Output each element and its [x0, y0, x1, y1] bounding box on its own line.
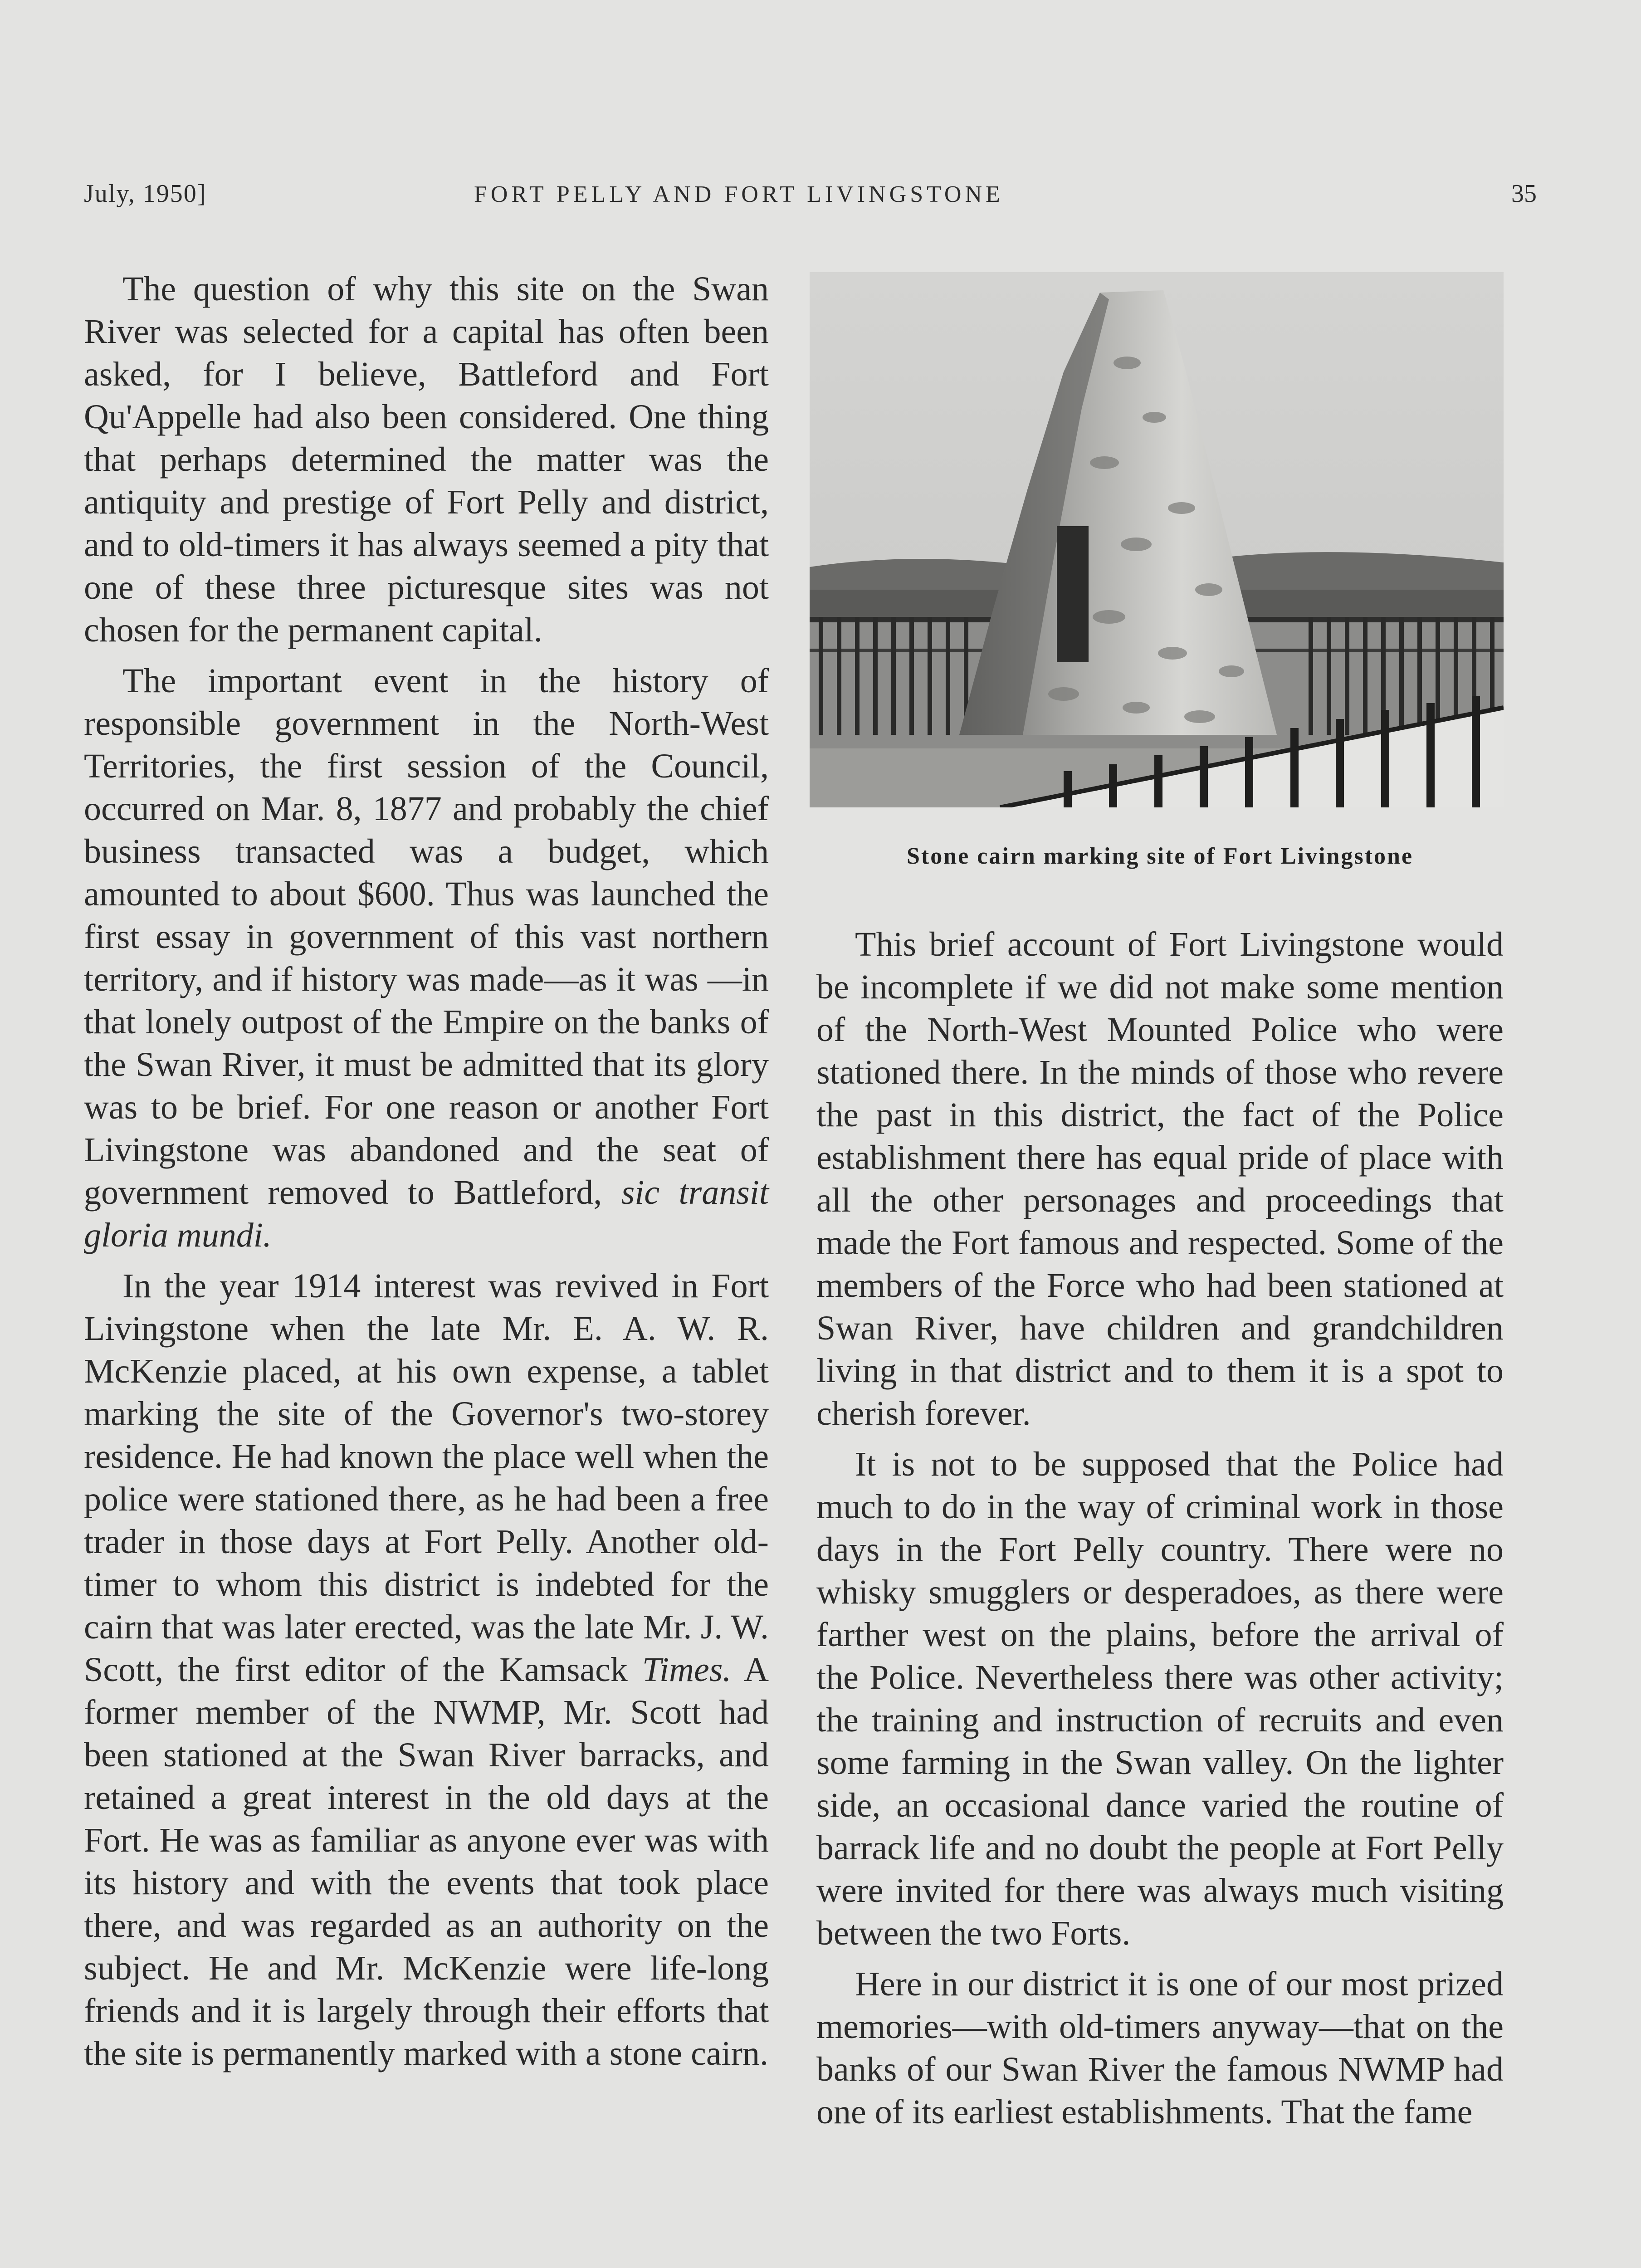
- right-column: [816, 923, 1504, 2133]
- running-header: [84, 179, 1537, 215]
- paragraph: This brief account of Fort Livingstone would be incomplete if we did not make some mention of the North-West Mounted Police who were stationed there. In the minds of those who revere the past in this district, the fact of the Police establishment there has equal pride of place with all the other personages and proceedings that made the Fort famous and respected. Some of the members of the Force who had been stationed at Swan River, have children and grandchildren living in that district and to them it is a spot to cherish forever.: [816, 925, 1504, 1432]
- cairn-image: [810, 272, 1504, 807]
- paragraph: Here in our district it is one of our most prized memories—with old-timers anyway—that on the banks of our Swan River the famous NWMP had one of its earliest establishments. That the fame: [816, 1965, 1504, 2131]
- header-date: July, 1950]: [84, 180, 207, 208]
- paragraph: [84, 660, 769, 1256]
- left-column: [84, 268, 769, 2075]
- figure-caption: Stone cairn marking site of Fort Livingstone: [906, 843, 1414, 869]
- header-title: FORT PELLY AND FORT LIVINGSTONE: [474, 181, 1004, 207]
- newspaper-name: Times.: [642, 1651, 732, 1689]
- cairn-photo: [810, 272, 1504, 807]
- latin-phrase: sic transit gloria mundi.: [84, 1173, 769, 1254]
- page-number: 35: [1511, 180, 1537, 208]
- paragraph: [84, 1265, 769, 2075]
- paragraph-text: The important event in the history of responsible government in the North-West Territories, the first session of the Council, occurred on Mar. 8, 1877 and probably the chief business transacted was a budget, which amounted to about $600. Thus was launched the first essay in government of this vast northern territory, and if history was made—as it was —in that lonely outpost of the Empire on the banks of the Swan River, it must be admitted that its glory was to be brief. For one reason or another Fort Livingstone was abandoned and the seat of government removed to Battleford,: [84, 662, 769, 1212]
- cairn-photo-figure: [810, 272, 1504, 807]
- paragraph: The question of why this site on the Swan River was selected for a capital has often been asked, for I believe, Battleford and Fort Qu'Appelle had also been considered. One thing that perhaps determined the matter was the antiquity and prestige of Fort Pelly and district, and to old-timers it has always seemed a pity that one of these three picturesque sites was not chosen for the permanent capital.: [84, 270, 769, 649]
- paragraph-text: A former member of the NWMP, Mr. Scott had been stationed at the Swan River barracks, and retained a great interest in the old days at the Fort. He was as familiar as anyone ever was with its history and with the events that took place there, and was regarded as an authority on the subject. He and Mr. McKenzie were life-long friends and it is largely through their efforts that the site is permanently marked with a stone cairn.: [84, 1651, 769, 2072]
- paragraph-text: In the year 1914 interest was revived in Fort Livingstone when the late Mr. E. A. W. R. McKenzie placed, at his own expense, a tablet marking the site of the Governor's two-storey residence. He had known the place well when the police were stationed there, as he had been a free trader in those days at Fort Pelly. Another old-timer to whom this district is indebted for the cairn that was later erected, was the late Mr. J. W. Scott, the first editor of the Kamsack: [84, 1267, 769, 1689]
- paragraph: It is not to be supposed that the Police had much to do in the way of criminal work in those days in the Fort Pelly country. There were no whisky smugglers or desperadoes, as there were farther west on the plains, before the arrival of the Police. Nevertheless there was other activity; the training and instruction of recruits and even some farming in the Swan valley. On the lighter side, an occasional dance varied the routine of barrack life and no doubt the people at Fort Pelly were invited for there was always much visiting between the two Forts.: [816, 1445, 1504, 1952]
